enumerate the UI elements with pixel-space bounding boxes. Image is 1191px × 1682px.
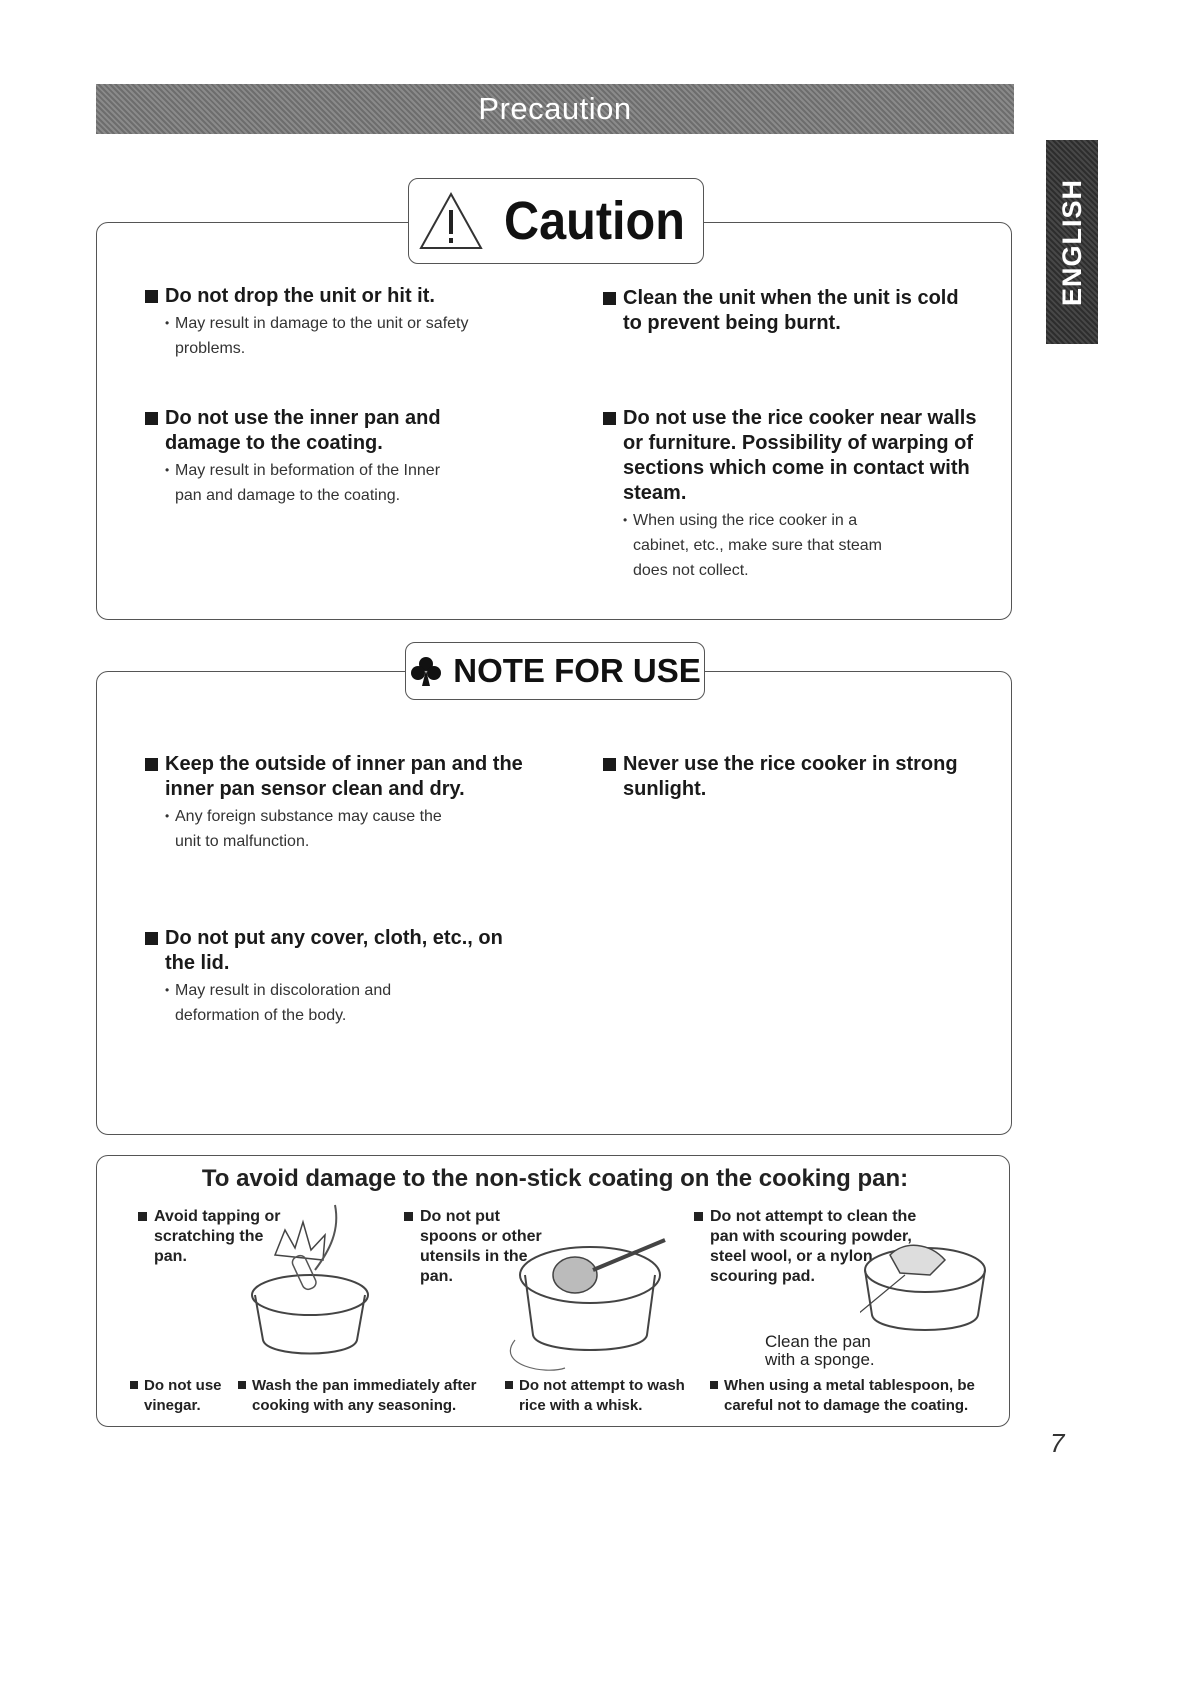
coating-tip: When using a metal tablespoon, be careful not to damage the coating.	[710, 1376, 994, 1416]
note-item-title: Keep the outside of inner pan and the inner pan sensor clean and dry.	[143, 752, 545, 802]
language-tab-label: ENGLISH	[1056, 178, 1087, 306]
pan-tapping-illustration	[245, 1200, 375, 1365]
caution-item	[143, 406, 463, 508]
note-for-use-heading-box	[405, 642, 705, 700]
caution-heading-box	[408, 178, 704, 264]
coating-tip: Do not put spoons or other utensils in the pan.	[404, 1207, 560, 1287]
pan-sponge-illustration	[860, 1235, 990, 1345]
page-title: Precaution	[478, 91, 632, 126]
page-header-bar	[96, 84, 1014, 134]
caution-heading: Caution	[503, 191, 685, 251]
coating-title: To avoid damage to the non-stick coating on the cooking pan:	[201, 1165, 909, 1192]
note-item	[601, 752, 991, 802]
caution-item	[143, 284, 543, 361]
caution-item-title: Do not use the inner pan and damage to the coating.	[143, 406, 455, 456]
caution-item-note: • When using the rice cooker in a cabinet, etc., make sure that steam does not collect.	[601, 508, 903, 583]
coating-tip: Do not attempt to wash rice with a whisk.	[505, 1376, 704, 1416]
caution-item-title: Do not drop the unit or hit it.	[143, 284, 543, 309]
sponge-note: Clean the pan with a sponge.	[765, 1332, 875, 1369]
caution-item	[601, 406, 991, 583]
coating-tip: Do not use vinegar.	[130, 1376, 239, 1416]
caution-item-note: • May result in beformation of the Inner pan and damage to the coating.	[143, 458, 465, 508]
note-item	[143, 926, 543, 1028]
coating-tip: Avoid tapping or scratching the pan.	[138, 1207, 284, 1267]
club-icon	[409, 654, 443, 688]
caution-item-note: • May result in damage to the unit or safety problems.	[143, 311, 475, 361]
coating-tip: Do not attempt to clean the pan with scouring powder, steel wool, or a nylon scouring pad.	[694, 1207, 930, 1287]
note-item-note: • Any foreign substance may cause the unit to malfunction.	[143, 804, 465, 854]
note-for-use-heading: NOTE FOR USE	[453, 652, 701, 689]
language-tab	[1046, 140, 1098, 344]
warning-triangle-icon	[418, 190, 484, 252]
note-item-note: • May result in discoloration and deformation of the body.	[143, 978, 435, 1028]
note-item-title: Do not put any cover, cloth, etc., on the lid.	[143, 926, 535, 976]
pan-utensils-illustration	[505, 1230, 680, 1380]
note-item	[143, 752, 543, 854]
caution-item	[601, 286, 981, 336]
note-item-title: Never use the rice cooker in strong sunlight.	[601, 752, 983, 802]
coating-tip: Wash the pan immediately after cooking with any seasoning.	[238, 1376, 492, 1416]
page-number: 7	[1050, 1428, 1065, 1458]
caution-item-title: Clean the unit when the unit is cold to prevent being burnt.	[601, 286, 963, 336]
note-for-use-panel	[96, 671, 1012, 1135]
caution-item-title: Do not use the rice cooker near walls or furniture. Possibility of warping of sections which come in contact with steam.	[601, 406, 993, 506]
